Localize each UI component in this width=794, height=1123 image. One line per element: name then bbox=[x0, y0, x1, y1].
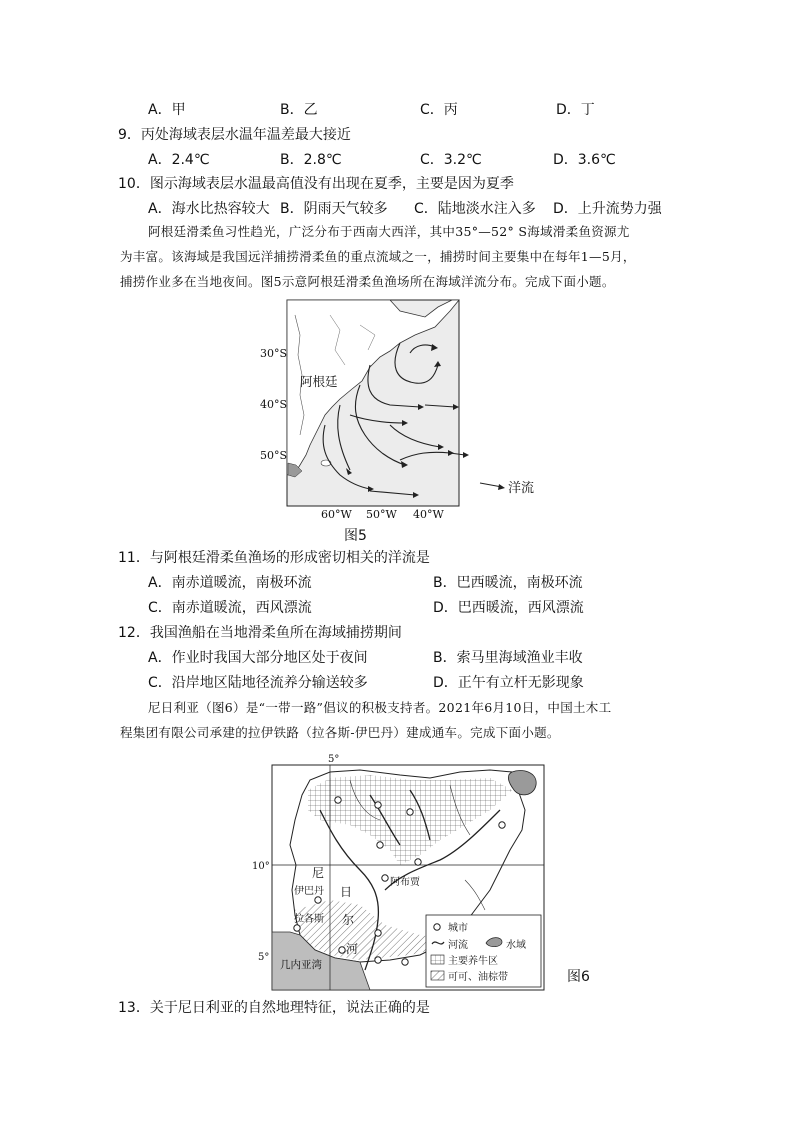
q9-option-c: C．3.2℃ bbox=[420, 152, 482, 168]
river-char-3: 尔 bbox=[342, 913, 355, 927]
river-char-4: 河 bbox=[346, 942, 359, 956]
passage1-line-3: 捕捞作业多在当地夜间。图5示意阿根廷滑柔鱼渔场所在海域洋流分布。完成下面小题。 bbox=[120, 274, 615, 289]
country-label-argentina: 阿根廷 bbox=[300, 374, 338, 389]
q8-option-c: C．丙 bbox=[420, 102, 458, 118]
q9-option-a: A．2.4℃ bbox=[148, 152, 210, 168]
q8-option-a: A．甲 bbox=[148, 102, 186, 118]
lat-5-label: 5° bbox=[258, 952, 270, 963]
q11-option-c: C．南赤道暖流，西风漂流 bbox=[148, 600, 312, 616]
lat-50s: 50°S bbox=[260, 449, 288, 462]
q11-option-d: D．巴西暖流，西风漂流 bbox=[433, 600, 584, 616]
q13-stem: 13．关于尼日利亚的自然地理特征，说法正确的是 bbox=[118, 1000, 430, 1016]
q11-stem: 11．与阿根廷滑柔鱼渔场的形成密切相关的洋流是 bbox=[118, 550, 430, 566]
q12-stem: 12．我国渔船在当地滑柔鱼所在海域捕捞期间 bbox=[118, 625, 402, 641]
meridian-5-label: 5° bbox=[328, 754, 340, 765]
q10-option-c: C．陆地淡水注入多 bbox=[414, 201, 536, 217]
river-char-2: 日 bbox=[340, 885, 353, 899]
q10-option-a: A．海水比热容较大 bbox=[148, 201, 270, 217]
legend-cocoa: 可可、油棕带 bbox=[448, 972, 508, 983]
legend-river: 河流 bbox=[448, 940, 468, 951]
q12-option-a: A．作业时我国大部分地区处于夜间 bbox=[148, 650, 368, 666]
legend-current-label: 洋流 bbox=[508, 481, 535, 496]
lat-10-label: 10° bbox=[252, 861, 270, 872]
figure-6-caption: 图6 bbox=[567, 969, 590, 985]
legend-cattle: 主要养牛区 bbox=[448, 956, 498, 967]
gulf-label: 几内亚湾 bbox=[280, 959, 322, 971]
q12-option-c: C．沿岸地区陆地径流养分输送较多 bbox=[148, 675, 368, 691]
lon-60w: 60°W bbox=[321, 508, 352, 521]
river-char-1: 尼 bbox=[312, 866, 325, 880]
lat-40s: 40°S bbox=[260, 398, 288, 411]
figure-6-nigeria-map bbox=[250, 750, 550, 995]
q9-stem: 9．丙处海域表层水温年温差最大接近 bbox=[118, 127, 351, 143]
city-label-lagos: 拉各斯 bbox=[294, 914, 324, 925]
q12-option-b: B．索马里海域渔业丰收 bbox=[433, 650, 583, 666]
q8-option-d: D．丁 bbox=[556, 102, 595, 118]
q10-option-d: D．上升流势力强 bbox=[553, 201, 662, 217]
figure-5-caption: 图5 bbox=[344, 528, 367, 544]
lat-30s: 30°S bbox=[260, 347, 288, 360]
q12-option-d: D．正午有立杆无影现象 bbox=[433, 675, 584, 691]
lon-40w: 40°W bbox=[413, 508, 444, 521]
city-label-abuja: 阿布贾 bbox=[390, 877, 420, 888]
q8-option-b: B．乙 bbox=[280, 102, 318, 118]
legend-water: 水域 bbox=[506, 940, 526, 951]
legend-city: 城市 bbox=[448, 923, 468, 934]
passage2-line-1: 尼日利亚（图6）是“一带一路”倡议的积极支持者。2021年6月10日，中国土木工 bbox=[148, 700, 612, 715]
q11-option-b: B．巴西暖流，南极环流 bbox=[433, 575, 583, 591]
q9-option-d: D．3.6℃ bbox=[553, 152, 616, 168]
passage1-line-1: 阿根廷滑柔鱼习性趋光，广泛分布于西南大西洋，其中35°—52° S海域滑柔鱼资源尤 bbox=[148, 224, 630, 239]
q10-option-b: B．阴雨天气较多 bbox=[280, 201, 388, 217]
q11-option-a: A．南赤道暖流，南极环流 bbox=[148, 575, 312, 591]
passage1-line-2: 为丰富。该海域是我国远洋捕捞滑柔鱼的重点流域之一，捕捞时间主要集中在每年1—5月， bbox=[120, 249, 636, 264]
passage2-line-2: 程集团有限公司承建的拉伊铁路（拉各斯-伊巴丹）建成通车。完成下面小题。 bbox=[120, 725, 560, 740]
q9-option-b: B．2.8℃ bbox=[280, 152, 342, 168]
q10-stem: 10．图示海域表层水温最高值没有出现在夏季，主要是因为夏季 bbox=[118, 176, 514, 192]
city-label-ibadan: 伊巴丹 bbox=[294, 886, 324, 897]
lon-50w: 50°W bbox=[366, 508, 397, 521]
figure-5-current-map bbox=[240, 295, 550, 525]
